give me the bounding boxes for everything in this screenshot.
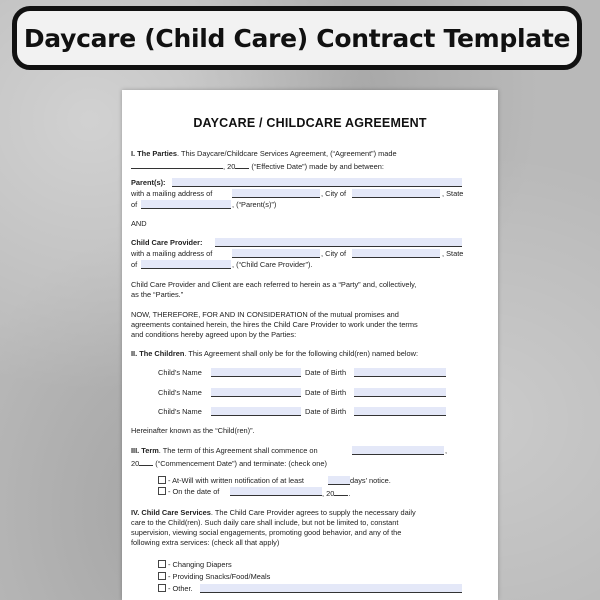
provider-state-field[interactable] [141, 260, 231, 269]
child-dob-label-1: Date of Birth [305, 368, 347, 377]
services-line-3: supervision, viewing social engagements, promoting good behavior, and any of the [131, 528, 402, 537]
child-dob-field-2[interactable] [354, 388, 446, 397]
child-name-label-1: Child’s Name [158, 368, 202, 377]
provider-state-label: , State [442, 249, 464, 258]
provider-label-row: Child Care Provider: [131, 238, 203, 247]
service-label-2: - Providing Snacks/Food/Meals [168, 572, 271, 581]
on-date-checkbox[interactable] [158, 487, 166, 495]
effective-year-blank[interactable] [235, 160, 249, 169]
child-name-field-1[interactable] [211, 368, 301, 377]
end-year-suffix: . [348, 489, 351, 498]
service-checkbox-2[interactable] [158, 572, 166, 580]
term-option-at-will [158, 476, 304, 486]
provider-city-field[interactable] [352, 249, 440, 258]
parents-suffix: , (“Parent(s)”) [232, 200, 277, 209]
term-option-on-date [158, 487, 219, 497]
end-year-blank[interactable] [334, 487, 351, 498]
services-line-2: care to the Child(ren). Such daily care shall include, but not be limited to, constant [131, 518, 399, 527]
child-dob-label-2: Date of Birth [305, 388, 347, 397]
provider-label: Child Care Provider [131, 238, 200, 247]
banner-title: Daycare (Child Care) Contract Template [23, 23, 571, 53]
end-year-row [322, 487, 350, 499]
parents-label: Parent(s) [131, 178, 164, 187]
services-text-1: . The Child Care Provider agrees to supply the necessary daily [210, 508, 416, 517]
effective-year-prefix: , 20 [223, 162, 236, 171]
collective-line-2: as the “Parties.” [131, 290, 184, 299]
notice-days-suffix: days’ notice. [350, 476, 391, 485]
parents-mailing-row [131, 189, 212, 199]
provider-mailing-label: with a mailing address of [131, 249, 213, 258]
service-label-1: - Changing Diapers [168, 560, 232, 569]
parties-line-2 [131, 160, 384, 172]
parties-text: . This Daycare/Childcare Services Agreement, (“Agreement”) made [177, 149, 397, 158]
other-service-field[interactable] [200, 584, 462, 593]
parents-state-field[interactable] [141, 200, 231, 209]
commencement-text: (“Commencement Date”) and terminate: (check one) [153, 459, 327, 468]
children-after: Hereinafter known as the “Child(ren)”. [131, 426, 255, 435]
document-page [122, 90, 498, 600]
and-label: AND [131, 219, 147, 228]
parties-line-1 [131, 149, 397, 159]
service-option-1 [158, 560, 232, 570]
children-heading: II. The Children [131, 349, 185, 358]
commencement-year-prefix: 20 [131, 459, 140, 468]
end-year-prefix: , 20 [322, 489, 335, 498]
notice-days-field[interactable] [328, 476, 350, 485]
children-line [131, 349, 418, 359]
title-banner [12, 6, 582, 70]
parents-city-field[interactable] [352, 189, 440, 198]
service-checkbox-3[interactable] [158, 584, 166, 592]
provider-suffix: , (“Child Care Provider”). [232, 260, 313, 269]
on-date-label: - On the date of [168, 487, 220, 496]
term-text: . The term of this Agreement shall commence on [158, 446, 318, 455]
end-date-field[interactable] [230, 487, 322, 496]
child-dob-field-3[interactable] [354, 407, 446, 416]
service-option-2 [158, 572, 270, 582]
parents-of-label: of [131, 200, 138, 209]
document-title: DAYCARE / CHILDCARE AGREEMENT [193, 116, 427, 130]
consideration-line-3: and conditions hereby agreed upon by the Parties: [131, 330, 297, 339]
parents-mailing-label: with a mailing address of [131, 189, 213, 198]
child-name-field-2[interactable] [211, 388, 301, 397]
parents-city-label: , City of [321, 189, 347, 198]
commencement-year-blank[interactable] [139, 457, 153, 466]
service-option-3 [158, 584, 193, 594]
at-will-label: - At-Will with written notification of at least [168, 476, 304, 485]
term-comma: , [445, 446, 448, 455]
provider-name-field[interactable] [215, 238, 462, 247]
parents-state-label: , State [442, 189, 464, 198]
effective-day-blank[interactable] [131, 160, 223, 169]
children-text: . This Agreement shall only be for the following child(ren) named below: [184, 349, 419, 358]
parents-address-field[interactable] [232, 189, 320, 198]
term-line-1 [131, 446, 318, 456]
provider-address-field[interactable] [232, 249, 320, 258]
service-checkbox-1[interactable] [158, 560, 166, 568]
provider-city-label: , City of [321, 249, 347, 258]
child-dob-field-1[interactable] [354, 368, 446, 377]
at-will-checkbox[interactable] [158, 476, 166, 484]
child-name-label-3: Child’s Name [158, 407, 202, 416]
child-name-label-2: Child’s Name [158, 388, 202, 397]
services-line-1 [131, 508, 416, 518]
service-label-3: - Other. [168, 584, 193, 593]
effective-date-text: (“Effective Date”) made by and between: [249, 162, 384, 171]
commencement-date-field[interactable] [352, 446, 444, 455]
child-dob-label-3: Date of Birth [305, 407, 347, 416]
child-name-field-3[interactable] [211, 407, 301, 416]
parties-heading: I. The Parties [131, 149, 178, 158]
parents-name-field[interactable] [172, 178, 462, 187]
services-line-4: following extra services: (check all that apply) [131, 538, 280, 547]
consideration-line-1: NOW, THEREFORE, FOR AND IN CONSIDERATION of the mutual promises and [131, 310, 399, 319]
collective-line-1: Child Care Provider and Client are each referred to herein as a “Party” and, collectively, [131, 280, 417, 289]
term-line-2 [131, 457, 327, 469]
term-heading: III. Term [131, 446, 159, 455]
consideration-line-2: agreements contained herein, the hires the Child Care Provider to work under the terms [131, 320, 418, 329]
provider-of-label: of [131, 260, 138, 269]
services-heading: IV. Child Care Services [131, 508, 211, 517]
parents-label-row: Parent(s): [131, 178, 166, 187]
